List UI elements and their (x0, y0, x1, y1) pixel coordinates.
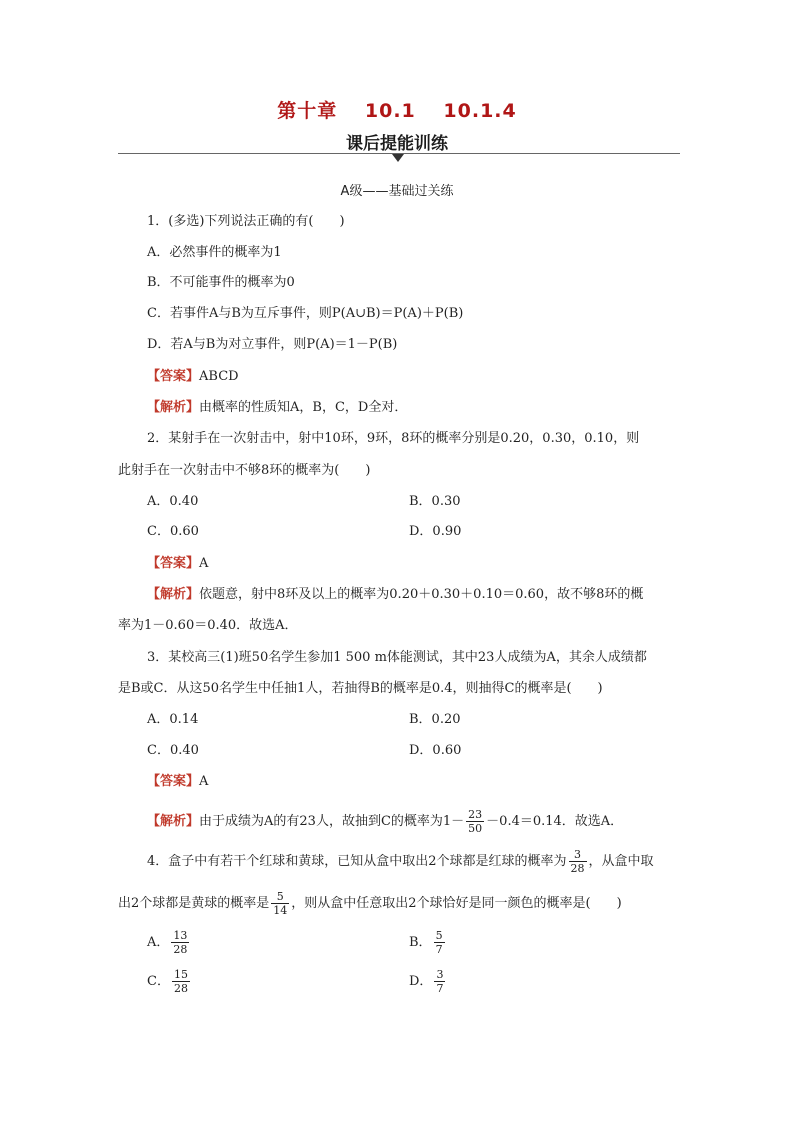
option-label: C． (147, 974, 170, 989)
fraction-denominator: 28 (173, 982, 188, 995)
subsection-number: 10.1.4 (443, 100, 517, 122)
divider-triangle-icon (392, 154, 404, 162)
q2-option-a: A．0.40 (147, 494, 199, 509)
q2-stem-line2: 此射手在一次射击中不够8环的概率为( ) (118, 463, 371, 478)
section-number: 10.1 (364, 100, 416, 122)
q1-option-b: B．不可能事件的概率为0 (147, 275, 295, 290)
q3-stem-line1: 3．某校高三(1)班50名学生参加1 500 m体能测试，其中23人成绩为A，其余人成绩都 (147, 650, 647, 665)
q4-option-d (409, 968, 447, 995)
fraction-denominator: 7 (435, 943, 443, 956)
stem-text-pre: 出2个球都是黄球的概率是 (118, 896, 270, 911)
fraction-numerator: 15 (173, 968, 188, 981)
fraction-denominator: 50 (468, 822, 483, 835)
analysis-text-pre: 由于成绩为A的有23人，故抽到C的概率为1－ (199, 814, 465, 829)
q4-option-a (147, 929, 191, 956)
answer-label: 【答案】 (147, 774, 200, 789)
analysis-label: 【解析】 (147, 587, 200, 602)
chapter-label: 第十章 (277, 100, 338, 122)
fraction (434, 968, 445, 995)
fraction-denominator: 28 (570, 862, 585, 875)
q1-option-c: C．若事件A与B为互斥事件，则P(A∪B)＝P(A)＋P(B) (147, 306, 464, 321)
q1-option-d: D．若A与B为对立事件，则P(A)＝1－P(B) (147, 337, 398, 352)
q2-answer (147, 555, 208, 573)
q3-option-c: C．0.40 (147, 743, 199, 758)
fraction (171, 929, 189, 956)
q4-stem-line2 (118, 890, 622, 917)
fraction-numerator: 23 (468, 808, 483, 821)
q2-option-c: C．0.60 (147, 524, 199, 539)
stem-text-pre: 4．盒子中有若干个红球和黄球，已知从盒中取出2个球都是红球的概率为 (147, 854, 567, 869)
q1-analysis (147, 399, 407, 417)
fraction-denominator: 7 (436, 982, 444, 995)
q3-stem-line2: 是B或C．从这50名学生中任抽1人，若抽得B的概率是0.4，则抽得C的概率是( ) (118, 681, 603, 696)
page-subtitle: 课后提能训练 (346, 134, 448, 154)
q3-option-d: D．0.60 (409, 743, 462, 758)
fraction-numerator: 5 (271, 890, 289, 904)
q4-stem-line1 (147, 848, 654, 875)
fraction (172, 968, 190, 995)
q2-option-d: D．0.90 (409, 524, 462, 539)
q3-option-a: A．0.14 (147, 712, 199, 727)
q3-analysis (147, 808, 623, 835)
answer-value: A (199, 556, 209, 571)
answer-value: ABCD (199, 369, 239, 384)
fraction (466, 808, 484, 835)
q1-answer (147, 368, 239, 386)
q4-option-c (147, 968, 192, 995)
q2-analysis-line1 (147, 586, 643, 604)
q2-option-b: B．0.30 (409, 494, 461, 509)
stem-text-post: ，从盒中取 (588, 854, 654, 869)
analysis-label: 【解析】 (147, 400, 200, 415)
option-label: D． (409, 974, 433, 989)
q3-answer (147, 773, 208, 791)
fraction-numerator: 3 (569, 848, 587, 862)
answer-value: A (199, 774, 209, 789)
q2-analysis-line2: 率为1－0.60＝0.40．故选A． (118, 618, 298, 633)
option-label: B． (409, 935, 432, 950)
analysis-text-post: －0.4＝0.14．故选A． (486, 814, 624, 829)
fraction (434, 929, 445, 956)
q3-option-b: B．0.20 (409, 712, 461, 727)
fraction-denominator: 14 (273, 904, 288, 917)
answer-label: 【答案】 (147, 556, 200, 571)
q2-stem-line1: 2．某射手在一次射击中，射中10环，9环，8环的概率分别是0.20，0.30，0.10，则 (147, 431, 640, 446)
fraction-numerator: 13 (173, 929, 188, 942)
fraction-numerator: 3 (436, 968, 444, 981)
analysis-text: 依题意，射中8环及以上的概率为0.20＋0.30＋0.10＝0.60，故不够8环的概 (199, 587, 644, 602)
q1-option-a: A．必然事件的概率为1 (147, 245, 282, 260)
chapter-title (0, 96, 794, 123)
fraction (271, 890, 289, 917)
section-heading: A级——基础过关练 (340, 184, 454, 199)
q4-option-b (409, 929, 447, 956)
option-label: A． (147, 935, 170, 950)
analysis-label: 【解析】 (147, 814, 200, 829)
fraction (569, 848, 587, 875)
fraction-denominator: 28 (173, 943, 188, 956)
answer-label: 【答案】 (147, 369, 200, 384)
fraction-numerator: 5 (435, 929, 443, 942)
q1-stem: 1．(多选)下列说法正确的有( ) (147, 214, 345, 229)
analysis-text: 由概率的性质知A，B，C，D全对． (199, 400, 408, 415)
stem-text-post: ，则从盒中任意取出2个球恰好是同一颜色的概率是( ) (291, 896, 622, 911)
